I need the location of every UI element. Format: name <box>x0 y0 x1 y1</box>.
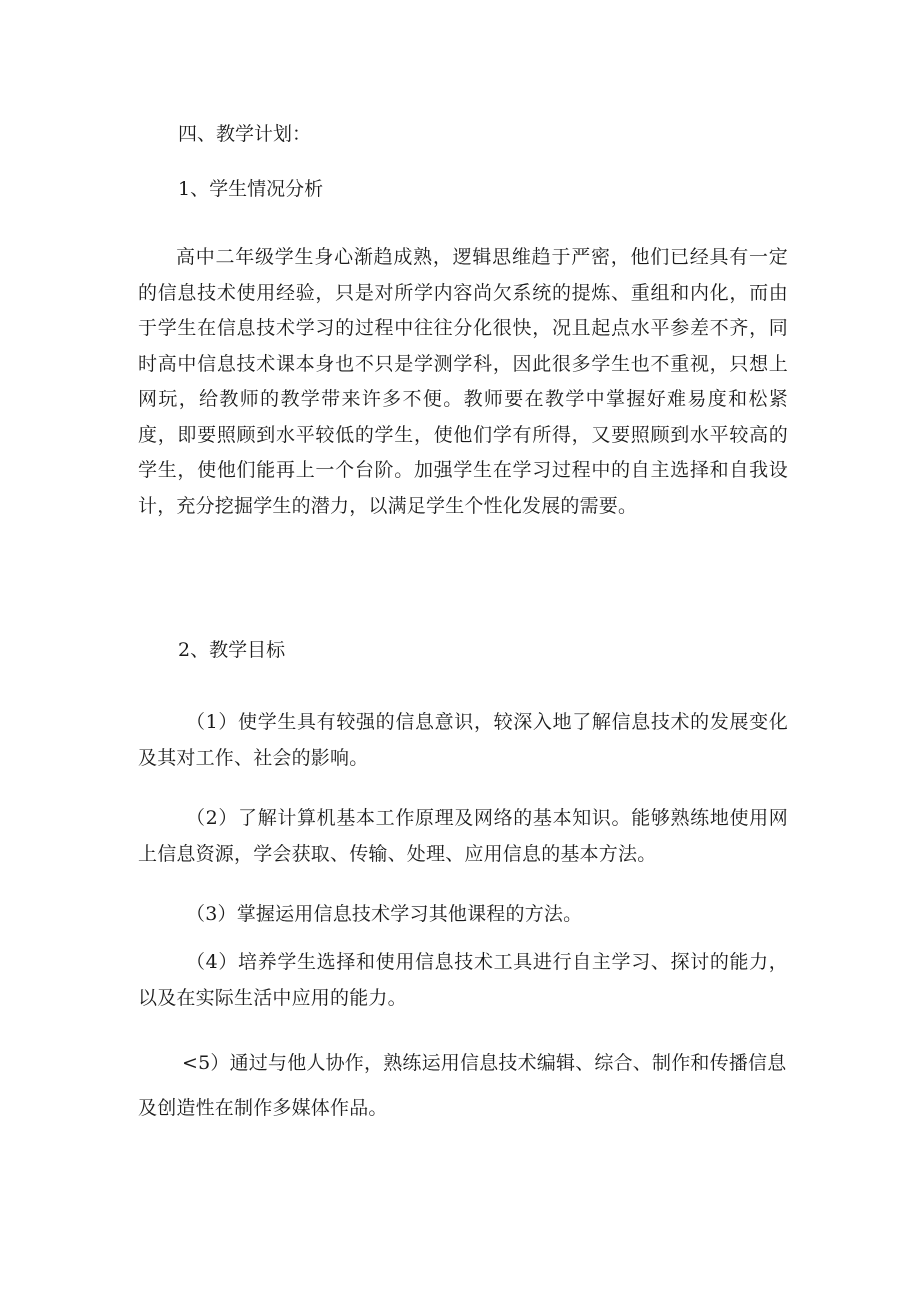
goal-item-2: （2）了解计算机基本工作原理及网络的基本知识。能够熟练地使用网上信息资源，学会获取、传输、处理、应用信息的基本方法。 <box>138 807 788 865</box>
section-title: 四、教学计划： <box>178 123 312 145</box>
subsection-title-student-analysis: 1、学生情况分析 <box>178 178 324 200</box>
subsection-title-teaching-goals: 2、教学目标 <box>178 639 286 661</box>
goal-item-5-line-1: <5）通过与他人协作，熟练运用信息技术编辑、综合、制作和传播信息 <box>182 1052 787 1074</box>
goal-item-1: （1）使学生具有较强的信息意识，较深入地了解信息技术的发展变化及其对工作、社会的影响。 <box>138 711 788 769</box>
student-analysis-paragraph: 高中二年级学生身心渐趋成熟，逻辑思维趋于严密，他们已经具有一定的信息技术使用经验，只是对所学内容尚欠系统的提炼、重组和内化，而由于学生在信息技术学习的过程中往往分化很快，况且起点水平参差不齐，同时高中信息技术课本身也不只是学测学科，因此很多学生也不重视，只想上网玩，给教师的教学带来许多不便。教师要在教学中掌握好难易度和松紧度，即要照顾到水平较低的学生，使他们学有所得，又要照顾到水平较高的学生，使他们能再上一个台阶。加强学生在学习过程中的自主选择和自我设计，充分挖掘学生的潜力，以满足学生个性化发展的需要。 <box>138 246 788 517</box>
goal-item-3: （3）掌握运用信息技术学习其他课程的方法。 <box>186 903 583 925</box>
goal-item-5-line-2: 及创造性在制作多媒体作品。 <box>138 1097 388 1119</box>
goal-item-4: （4）培养学生选择和使用信息技术工具进行自主学习、探讨的能力，以及在实际生活中应用的能力。 <box>138 951 788 1009</box>
